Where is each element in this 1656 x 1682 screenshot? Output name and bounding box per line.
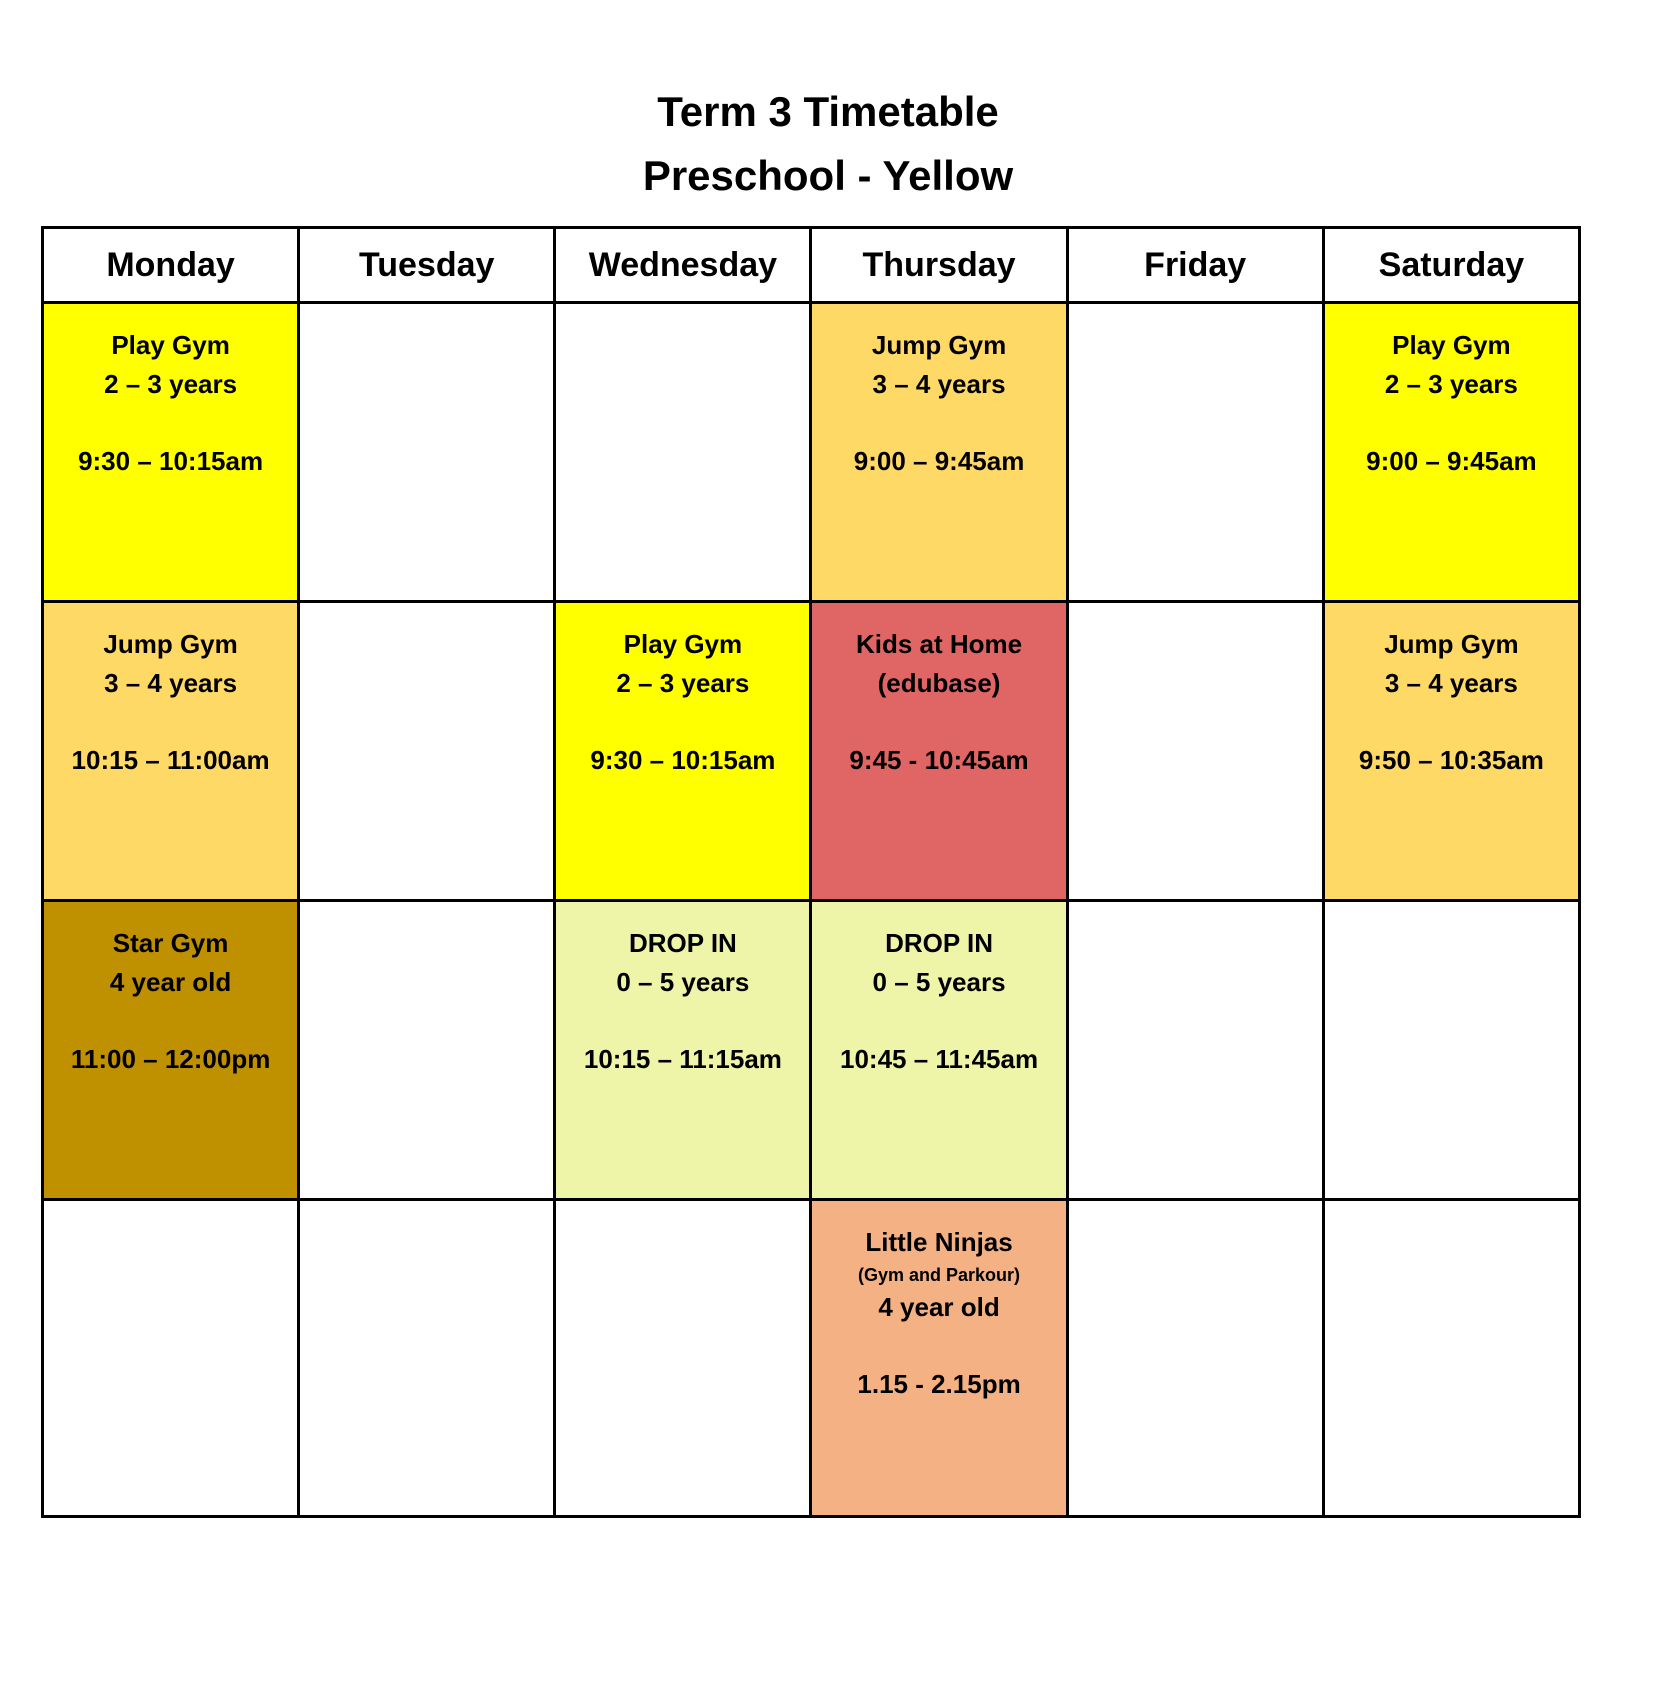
class-time: 9:45 - 10:45am — [849, 745, 1029, 775]
day-header-wednesday: Wednesday — [555, 228, 811, 303]
slot-thursday-4 — [811, 1200, 1067, 1517]
class-name: Play Gym — [623, 629, 743, 659]
day-header-monday: Monday — [43, 228, 299, 303]
class-name: Play Gym — [111, 330, 230, 360]
class-name: Little Ninjas — [865, 1227, 1013, 1257]
slot-saturday-2 — [1323, 602, 1579, 901]
slot-monday-4 — [43, 1200, 299, 1517]
slot-friday-1 — [1067, 303, 1323, 602]
slot-friday-3 — [1067, 901, 1323, 1200]
title-line-2: Preschool - Yellow — [642, 152, 1014, 199]
page-title — [0, 80, 1656, 208]
class-time: 1.15 - 2.15pm — [857, 1369, 1021, 1399]
spacer — [556, 1002, 809, 1040]
class-age-range: 4 year old — [109, 967, 232, 997]
class-entry — [1325, 304, 1578, 481]
class-entry — [812, 902, 1065, 1079]
class-time: 10:15 – 11:00am — [71, 745, 270, 775]
class-time: 9:30 – 10:15am — [78, 446, 264, 476]
class-name: Jump Gym — [1384, 629, 1519, 659]
class-name: Kids at Home — [855, 629, 1023, 659]
class-name: DROP IN — [628, 928, 737, 958]
slot-saturday-1 — [1323, 303, 1579, 602]
class-entry — [1325, 603, 1578, 780]
spacer — [812, 1002, 1065, 1040]
class-time: 10:15 – 11:15am — [583, 1044, 782, 1074]
class-age-range: 2 – 3 years — [104, 369, 238, 399]
class-name: Star Gym — [112, 928, 229, 958]
spacer — [1325, 404, 1578, 442]
class-time: 9:00 – 9:45am — [853, 446, 1025, 476]
slot-saturday-3 — [1323, 901, 1579, 1200]
timetable-row — [43, 303, 1580, 602]
class-age-range: 2 – 3 years — [616, 668, 750, 698]
spacer — [44, 1002, 297, 1040]
slot-tuesday-3 — [299, 901, 555, 1200]
spacer — [812, 703, 1065, 741]
slot-wednesday-3 — [555, 901, 811, 1200]
day-header-thursday: Thursday — [811, 228, 1067, 303]
class-entry — [556, 603, 809, 780]
timetable-row — [43, 1200, 1580, 1517]
day-header-friday: Friday — [1067, 228, 1323, 303]
class-age-range: 3 – 4 years — [1384, 668, 1518, 698]
slot-thursday-3 — [811, 901, 1067, 1200]
class-time: 9:30 – 10:15am — [590, 745, 776, 775]
class-time: 9:50 – 10:35am — [1358, 745, 1544, 775]
spacer — [812, 404, 1065, 442]
slot-monday-1 — [43, 303, 299, 602]
class-entry — [556, 902, 809, 1079]
slot-thursday-1 — [811, 303, 1067, 602]
day-header-saturday: Saturday — [1323, 228, 1579, 303]
slot-saturday-4 — [1323, 1200, 1579, 1517]
class-entry — [44, 603, 297, 780]
timetable-row — [43, 602, 1580, 901]
class-entry — [812, 603, 1065, 780]
class-entry — [44, 902, 297, 1079]
slot-monday-2 — [43, 602, 299, 901]
class-name: Jump Gym — [103, 629, 238, 659]
class-age-range: 4 year old — [878, 1292, 1000, 1322]
class-entry — [44, 304, 297, 481]
class-entry — [812, 304, 1065, 481]
class-age-range: (edubase) — [877, 668, 1001, 698]
class-age-range: 3 – 4 years — [104, 668, 238, 698]
spacer — [1325, 703, 1578, 741]
class-subtitle: (Gym and Parkour) — [858, 1265, 1021, 1285]
class-age-range: 3 – 4 years — [872, 369, 1006, 399]
slot-tuesday-4 — [299, 1200, 555, 1517]
slot-wednesday-4 — [555, 1200, 811, 1517]
class-time: 10:45 – 11:45am — [840, 1044, 1039, 1074]
header-row — [43, 228, 1580, 303]
class-age-range: 0 – 5 years — [872, 967, 1006, 997]
class-name: Play Gym — [1392, 330, 1511, 360]
slot-wednesday-1 — [555, 303, 811, 602]
timetable-grid — [41, 226, 1581, 1518]
class-entry — [812, 1201, 1065, 1404]
slot-friday-2 — [1067, 602, 1323, 901]
spacer — [812, 1327, 1065, 1365]
class-name: Jump Gym — [871, 330, 1007, 360]
class-age-range: 2 – 3 years — [1384, 369, 1518, 399]
slot-thursday-2 — [811, 602, 1067, 901]
class-time: 9:00 – 9:45am — [1366, 446, 1537, 476]
slot-monday-3 — [43, 901, 299, 1200]
class-name: DROP IN — [885, 928, 993, 958]
slot-friday-4 — [1067, 1200, 1323, 1517]
spacer — [44, 404, 297, 442]
slot-tuesday-1 — [299, 303, 555, 602]
title-line-1: Term 3 Timetable — [657, 88, 999, 135]
spacer — [44, 703, 297, 741]
class-age-range: 0 – 5 years — [616, 967, 750, 997]
timetable-row — [43, 901, 1580, 1200]
slot-wednesday-2 — [555, 602, 811, 901]
spacer — [556, 703, 809, 741]
class-time: 11:00 – 12:00pm — [70, 1044, 271, 1074]
day-header-tuesday: Tuesday — [299, 228, 555, 303]
slot-tuesday-2 — [299, 602, 555, 901]
